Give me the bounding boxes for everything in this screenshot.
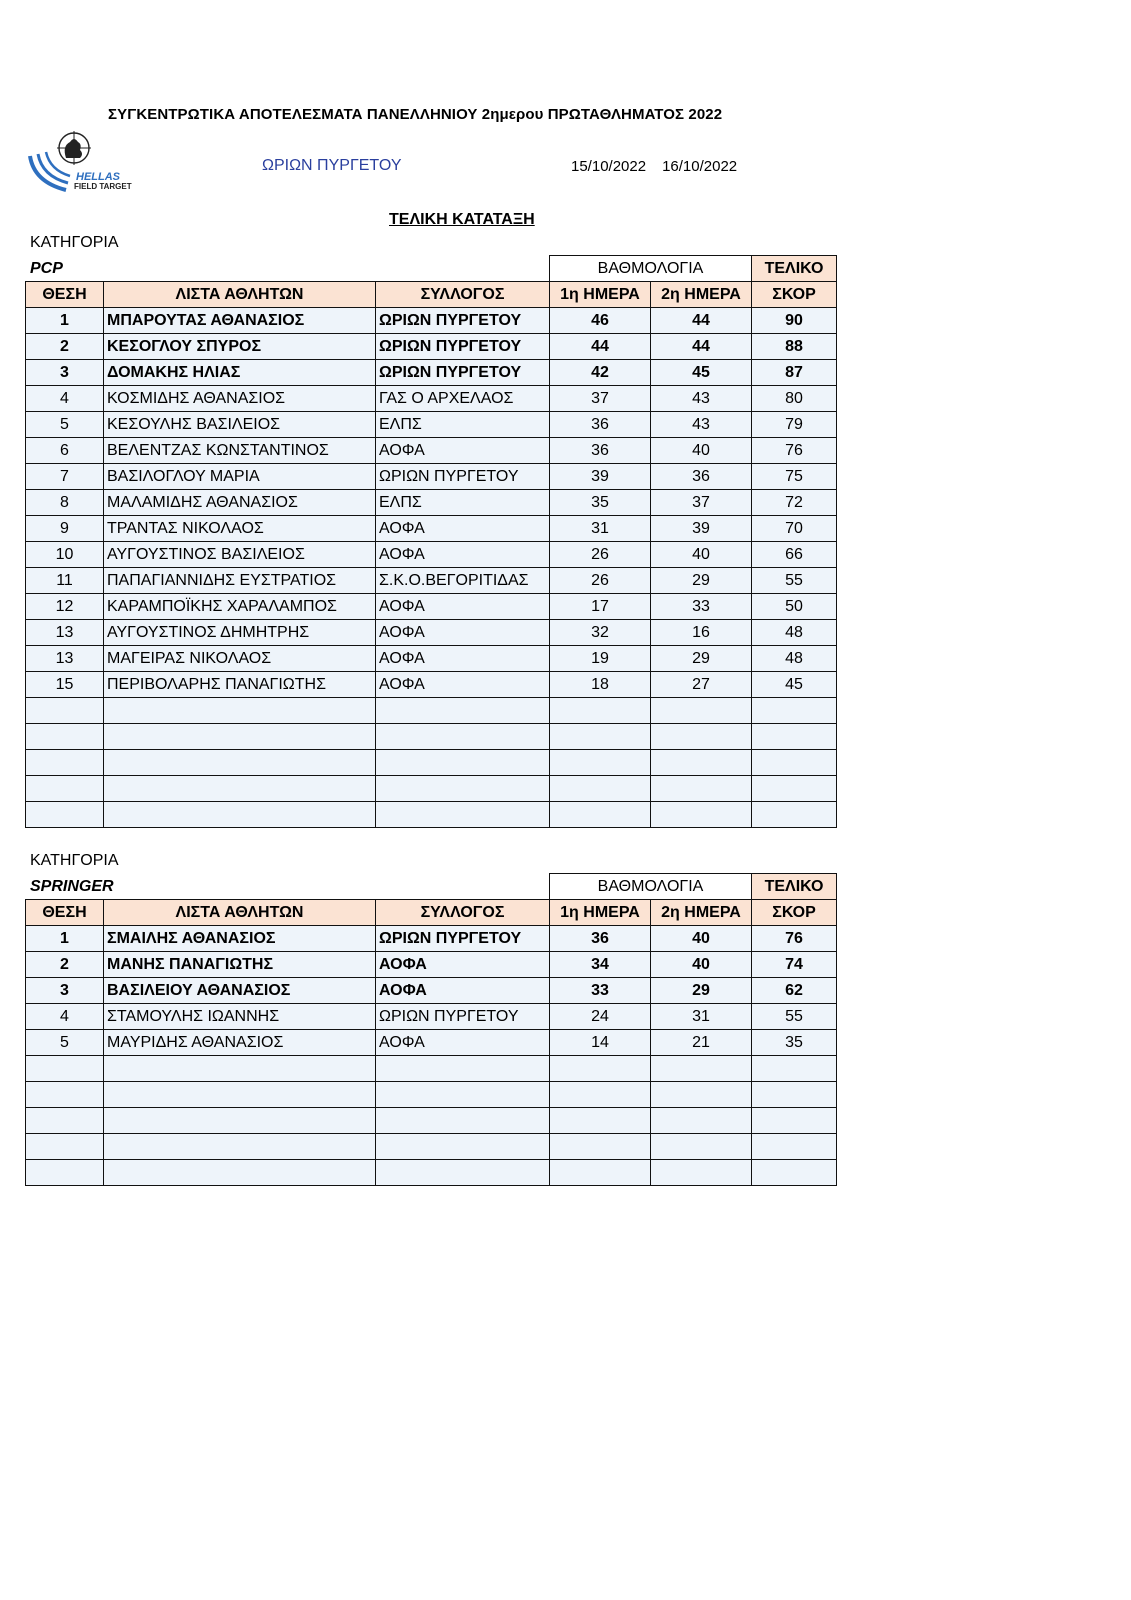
- table-row: [26, 978, 837, 1004]
- club-cell: ΩΡΙΩΝ ΠΥΡΓΕΤΟΥ: [376, 308, 550, 334]
- position-cell: 7: [26, 464, 104, 490]
- day1-score-cell: [550, 698, 651, 724]
- club-cell: [376, 776, 550, 802]
- day1-score-cell: 36: [550, 412, 651, 438]
- total-score-cell: [752, 750, 837, 776]
- day1-score-cell: [550, 1108, 651, 1134]
- position-cell: 13: [26, 620, 104, 646]
- position-cell: 8: [26, 490, 104, 516]
- day1-score-cell: [550, 776, 651, 802]
- position-cell: 4: [26, 386, 104, 412]
- day1-score-cell: [550, 1056, 651, 1082]
- total-score-cell: 35: [752, 1030, 837, 1056]
- day2-score-cell: [651, 750, 752, 776]
- day1-score-cell: 17: [550, 594, 651, 620]
- day2-score-cell: [651, 1134, 752, 1160]
- day1-score-cell: 39: [550, 464, 651, 490]
- hellas-field-target-logo: [24, 130, 142, 196]
- club-cell: [376, 1056, 550, 1082]
- day1-score-cell: 37: [550, 386, 651, 412]
- day1-score-cell: 33: [550, 978, 651, 1004]
- final-score-header-bottom: ΣΚΟΡ: [752, 900, 837, 926]
- club-cell: ΑΟΦΑ: [376, 1030, 550, 1056]
- athlete-name-cell: ΜΑΛΑΜΙΔΗΣ ΑΘΑΝΑΣΙΟΣ: [104, 490, 376, 516]
- position-cell: 10: [26, 542, 104, 568]
- club-cell: [376, 1108, 550, 1134]
- day2-score-cell: 33: [651, 594, 752, 620]
- total-score-cell: [752, 1108, 837, 1134]
- club-cell: ΩΡΙΩΝ ΠΥΡΓΕΤΟΥ: [376, 464, 550, 490]
- club-cell: ΑΟΦΑ: [376, 542, 550, 568]
- position-cell: 4: [26, 1004, 104, 1030]
- day2-score-cell: [651, 1160, 752, 1186]
- athlete-name-cell: ΣΤΑΜΟΥΛΗΣ ΙΩΑΝΝΗΣ: [104, 1004, 376, 1030]
- table-row: [26, 438, 837, 464]
- club-name: ΩΡΙΩΝ ΠΥΡΓΕΤΟΥ: [262, 157, 402, 174]
- athlete-name-cell: [104, 1134, 376, 1160]
- table-row: [26, 802, 837, 828]
- scoring-header: ΒΑΘΜΟΛΟΓΙΑ: [550, 256, 752, 282]
- position-cell: [26, 750, 104, 776]
- athlete-name-cell: [104, 724, 376, 750]
- position-cell: [26, 1056, 104, 1082]
- club-cell: ΓΑΣ Ο ΑΡΧΕΛΑΟΣ: [376, 386, 550, 412]
- athlete-name-cell: [104, 802, 376, 828]
- athlete-name-cell: ΤΡΑΝΤΑΣ ΝΙΚΟΛΑΟΣ: [104, 516, 376, 542]
- day1-score-cell: 18: [550, 672, 651, 698]
- category-label: ΚΑΤΗΓΟΡΙΑ: [30, 234, 119, 251]
- position-cell: 3: [26, 978, 104, 1004]
- club-cell: ΩΡΙΩΝ ΠΥΡΓΕΤΟΥ: [376, 1004, 550, 1030]
- day1-score-cell: 42: [550, 360, 651, 386]
- table-row: [26, 1082, 837, 1108]
- athlete-name-cell: ΒΑΣΙΛΟΓΛΟΥ ΜΑΡΙΑ: [104, 464, 376, 490]
- table-row: [26, 724, 837, 750]
- athlete-name-cell: ΚΕΣΟΓΛΟΥ ΣΠΥΡΟΣ: [104, 334, 376, 360]
- athlete-name-cell: [104, 698, 376, 724]
- results-table-springer: [25, 873, 837, 1186]
- athlete-name-cell: [104, 750, 376, 776]
- club-cell: ΩΡΙΩΝ ΠΥΡΓΕΤΟΥ: [376, 926, 550, 952]
- table-row: [26, 926, 837, 952]
- athlete-name-cell: ΜΑΥΡΙΔΗΣ ΑΘΑΝΑΣΙΟΣ: [104, 1030, 376, 1056]
- table-row: [26, 1134, 837, 1160]
- day1-score-cell: 26: [550, 542, 651, 568]
- day2-score-cell: 29: [651, 568, 752, 594]
- table-row: [26, 1004, 837, 1030]
- category-label: ΚΑΤΗΓΟΡΙΑ: [30, 852, 119, 869]
- day2-score-cell: [651, 1056, 752, 1082]
- final-ranking-title: ΤΕΛΙΚΗ ΚΑΤΑΤΑΞΗ: [389, 211, 535, 228]
- day2-score-cell: 31: [651, 1004, 752, 1030]
- day2-score-cell: 40: [651, 926, 752, 952]
- results-table-pcp: [25, 255, 837, 828]
- table-row: [26, 386, 837, 412]
- day1-score-cell: [550, 1082, 651, 1108]
- athlete-name-cell: ΜΑΝΗΣ ΠΑΝΑΓΙΩΤΗΣ: [104, 952, 376, 978]
- position-cell: 15: [26, 672, 104, 698]
- day1-score-cell: 26: [550, 568, 651, 594]
- position-cell: 2: [26, 334, 104, 360]
- total-score-cell: 76: [752, 926, 837, 952]
- athlete-name-cell: [104, 1082, 376, 1108]
- athlete-name-cell: ΠΑΠΑΓΙΑΝΝΙΔΗΣ ΕΥΣΤΡΑΤΙΟΣ: [104, 568, 376, 594]
- athlete-name-cell: [104, 1056, 376, 1082]
- day2-score-cell: [651, 776, 752, 802]
- athlete-name-cell: ΚΑΡΑΜΠΟΪΚΗΣ ΧΑΡΑΛΑΜΠΟΣ: [104, 594, 376, 620]
- position-header: ΘΕΣΗ: [26, 900, 104, 926]
- day1-score-cell: 35: [550, 490, 651, 516]
- position-cell: 5: [26, 412, 104, 438]
- club-cell: [376, 802, 550, 828]
- total-score-cell: [752, 802, 837, 828]
- date-day-1: 15/10/2022: [571, 158, 647, 175]
- total-score-cell: 80: [752, 386, 837, 412]
- total-score-cell: [752, 776, 837, 802]
- total-score-cell: 90: [752, 308, 837, 334]
- athletes-header: ΛΙΣΤΑ ΑΘΛΗΤΩΝ: [104, 900, 376, 926]
- total-score-cell: [752, 1160, 837, 1186]
- day1-score-cell: 31: [550, 516, 651, 542]
- position-cell: [26, 724, 104, 750]
- club-header: ΣΥΛΛΟΓΟΣ: [376, 282, 550, 308]
- position-cell: [26, 1134, 104, 1160]
- table-row: [26, 750, 837, 776]
- day1-header: 1η ΗΜΕΡΑ: [550, 282, 651, 308]
- club-cell: ΑΟΦΑ: [376, 672, 550, 698]
- day2-score-cell: 21: [651, 1030, 752, 1056]
- final-score-header-bottom: ΣΚΟΡ: [752, 282, 837, 308]
- total-score-cell: 48: [752, 620, 837, 646]
- table-row: [26, 516, 837, 542]
- position-cell: 11: [26, 568, 104, 594]
- day2-score-cell: 40: [651, 542, 752, 568]
- athlete-name-cell: ΜΠΑΡΟΥΤΑΣ ΑΘΑΝΑΣΙΟΣ: [104, 308, 376, 334]
- position-cell: [26, 1082, 104, 1108]
- date-day-2: 16/10/2022: [662, 158, 738, 175]
- day2-score-cell: 40: [651, 952, 752, 978]
- table-row: [26, 1030, 837, 1056]
- total-score-cell: 55: [752, 568, 837, 594]
- total-score-cell: [752, 698, 837, 724]
- club-cell: [376, 1134, 550, 1160]
- day2-score-cell: 44: [651, 308, 752, 334]
- club-cell: ΑΟΦΑ: [376, 978, 550, 1004]
- day1-score-cell: 24: [550, 1004, 651, 1030]
- club-header: ΣΥΛΛΟΓΟΣ: [376, 900, 550, 926]
- day2-score-cell: 44: [651, 334, 752, 360]
- category-name-pcp: PCP: [30, 260, 63, 277]
- athlete-name-cell: ΑΥΓΟΥΣΤΙΝΟΣ ΔΗΜΗΤΡΗΣ: [104, 620, 376, 646]
- day2-score-cell: 39: [651, 516, 752, 542]
- day1-score-cell: [550, 750, 651, 776]
- club-cell: ΩΡΙΩΝ ΠΥΡΓΕΤΟΥ: [376, 360, 550, 386]
- day1-score-cell: 34: [550, 952, 651, 978]
- svg-text:FIELD TARGET: FIELD TARGET: [74, 182, 132, 191]
- day1-score-cell: [550, 724, 651, 750]
- final-score-header-top: ΤΕΛΙΚΟ: [752, 874, 837, 900]
- day2-score-cell: 36: [651, 464, 752, 490]
- day2-score-cell: 37: [651, 490, 752, 516]
- table-row: [26, 568, 837, 594]
- total-score-cell: 48: [752, 646, 837, 672]
- club-cell: ΑΟΦΑ: [376, 646, 550, 672]
- club-cell: ΑΟΦΑ: [376, 620, 550, 646]
- table-row: [26, 646, 837, 672]
- table-row: [26, 952, 837, 978]
- position-cell: 1: [26, 926, 104, 952]
- day1-score-cell: 19: [550, 646, 651, 672]
- total-score-cell: 88: [752, 334, 837, 360]
- total-score-cell: 66: [752, 542, 837, 568]
- day1-score-cell: [550, 802, 651, 828]
- day2-score-cell: 40: [651, 438, 752, 464]
- table-row: [26, 360, 837, 386]
- club-cell: [376, 724, 550, 750]
- position-cell: [26, 698, 104, 724]
- total-score-cell: 72: [752, 490, 837, 516]
- position-cell: 1: [26, 308, 104, 334]
- athlete-name-cell: ΣΜΑΙΛΗΣ ΑΘΑΝΑΣΙΟΣ: [104, 926, 376, 952]
- athlete-name-cell: ΒΑΣΙΛΕΙΟΥ ΑΘΑΝΑΣΙΟΣ: [104, 978, 376, 1004]
- athlete-name-cell: ΜΑΓΕΙΡΑΣ ΝΙΚΟΛΑΟΣ: [104, 646, 376, 672]
- total-score-cell: 70: [752, 516, 837, 542]
- position-cell: 12: [26, 594, 104, 620]
- final-score-header-top: ΤΕΛΙΚΟ: [752, 256, 837, 282]
- category-name-springer: SPRINGER: [30, 878, 114, 895]
- scoring-header: ΒΑΘΜΟΛΟΓΙΑ: [550, 874, 752, 900]
- athlete-name-cell: [104, 776, 376, 802]
- position-cell: 5: [26, 1030, 104, 1056]
- club-cell: ΑΟΦΑ: [376, 952, 550, 978]
- day1-score-cell: 14: [550, 1030, 651, 1056]
- table-row: [26, 672, 837, 698]
- athlete-name-cell: ΑΥΓΟΥΣΤΙΝΟΣ ΒΑΣΙΛΕΙΟΣ: [104, 542, 376, 568]
- day1-score-cell: [550, 1160, 651, 1186]
- day1-score-cell: 44: [550, 334, 651, 360]
- table-row: [26, 620, 837, 646]
- day1-header: 1η ΗΜΕΡΑ: [550, 900, 651, 926]
- athlete-name-cell: [104, 1108, 376, 1134]
- position-cell: 2: [26, 952, 104, 978]
- table-row: [26, 1160, 837, 1186]
- total-score-cell: 74: [752, 952, 837, 978]
- document-title: ΣΥΓΚΕΝΤΡΩΤΙΚΑ ΑΠΟΤΕΛΕΣΜΑΤΑ ΠΑΝΕΛΛΗΝΙΟΥ 2ημερου ΠΡΩΤΑΘΛΗΜΑΤΟΣ 2022: [108, 106, 723, 123]
- table-row: [26, 594, 837, 620]
- table-row: [26, 542, 837, 568]
- day2-score-cell: [651, 802, 752, 828]
- day1-score-cell: 32: [550, 620, 651, 646]
- table-row: [26, 490, 837, 516]
- club-cell: ΕΛΠΣ: [376, 412, 550, 438]
- day2-score-cell: 43: [651, 412, 752, 438]
- table-row: [26, 776, 837, 802]
- day2-score-cell: [651, 1108, 752, 1134]
- day2-score-cell: 27: [651, 672, 752, 698]
- day2-score-cell: 29: [651, 646, 752, 672]
- athletes-header: ΛΙΣΤΑ ΑΘΛΗΤΩΝ: [104, 282, 376, 308]
- club-cell: [376, 698, 550, 724]
- day1-score-cell: 36: [550, 438, 651, 464]
- day2-score-cell: 29: [651, 978, 752, 1004]
- table-row: [26, 412, 837, 438]
- athlete-name-cell: [104, 1160, 376, 1186]
- table-row: [26, 698, 837, 724]
- day1-score-cell: [550, 1134, 651, 1160]
- day2-score-cell: [651, 1082, 752, 1108]
- athlete-name-cell: ΒΕΛΕΝΤΖΑΣ ΚΩΝΣΤΑΝΤΙΝΟΣ: [104, 438, 376, 464]
- day2-header: 2η ΗΜΕΡΑ: [651, 900, 752, 926]
- svg-text:HELLAS: HELLAS: [76, 171, 120, 183]
- position-header: ΘΕΣΗ: [26, 282, 104, 308]
- total-score-cell: [752, 1082, 837, 1108]
- total-score-cell: 76: [752, 438, 837, 464]
- total-score-cell: 45: [752, 672, 837, 698]
- total-score-cell: 62: [752, 978, 837, 1004]
- table-row: [26, 308, 837, 334]
- table-row: [26, 464, 837, 490]
- day2-score-cell: 45: [651, 360, 752, 386]
- table-row: [26, 334, 837, 360]
- position-cell: 6: [26, 438, 104, 464]
- club-cell: ΕΛΠΣ: [376, 490, 550, 516]
- athlete-name-cell: ΔΟΜΑΚΗΣ ΗΛΙΑΣ: [104, 360, 376, 386]
- club-cell: [376, 1082, 550, 1108]
- day1-score-cell: 46: [550, 308, 651, 334]
- day2-score-cell: 43: [651, 386, 752, 412]
- total-score-cell: [752, 1056, 837, 1082]
- athlete-name-cell: ΠΕΡΙΒΟΛΑΡΗΣ ΠΑΝΑΓΙΩΤΗΣ: [104, 672, 376, 698]
- total-score-cell: 79: [752, 412, 837, 438]
- club-cell: ΑΟΦΑ: [376, 516, 550, 542]
- position-cell: 13: [26, 646, 104, 672]
- day2-score-cell: [651, 724, 752, 750]
- day2-header: 2η ΗΜΕΡΑ: [651, 282, 752, 308]
- day1-score-cell: 36: [550, 926, 651, 952]
- athlete-name-cell: ΚΕΣΟΥΛΗΣ ΒΑΣΙΛΕΙΟΣ: [104, 412, 376, 438]
- day2-score-cell: [651, 698, 752, 724]
- total-score-cell: 50: [752, 594, 837, 620]
- total-score-cell: [752, 724, 837, 750]
- total-score-cell: 87: [752, 360, 837, 386]
- table-row: [26, 1056, 837, 1082]
- athlete-name-cell: ΚΟΣΜΙΔΗΣ ΑΘΑΝΑΣΙΟΣ: [104, 386, 376, 412]
- position-cell: [26, 776, 104, 802]
- table-row: [26, 1108, 837, 1134]
- event-dates: [571, 158, 737, 175]
- club-cell: ΑΟΦΑ: [376, 594, 550, 620]
- position-cell: 3: [26, 360, 104, 386]
- position-cell: [26, 1108, 104, 1134]
- club-cell: [376, 1160, 550, 1186]
- position-cell: [26, 1160, 104, 1186]
- total-score-cell: [752, 1134, 837, 1160]
- position-cell: [26, 802, 104, 828]
- club-cell: ΩΡΙΩΝ ΠΥΡΓΕΤΟΥ: [376, 334, 550, 360]
- total-score-cell: 75: [752, 464, 837, 490]
- club-cell: [376, 750, 550, 776]
- position-cell: 9: [26, 516, 104, 542]
- club-cell: ΑΟΦΑ: [376, 438, 550, 464]
- day2-score-cell: 16: [651, 620, 752, 646]
- total-score-cell: 55: [752, 1004, 837, 1030]
- club-cell: Σ.Κ.Ο.ΒΕΓΟΡΙΤΙΔΑΣ: [376, 568, 550, 594]
